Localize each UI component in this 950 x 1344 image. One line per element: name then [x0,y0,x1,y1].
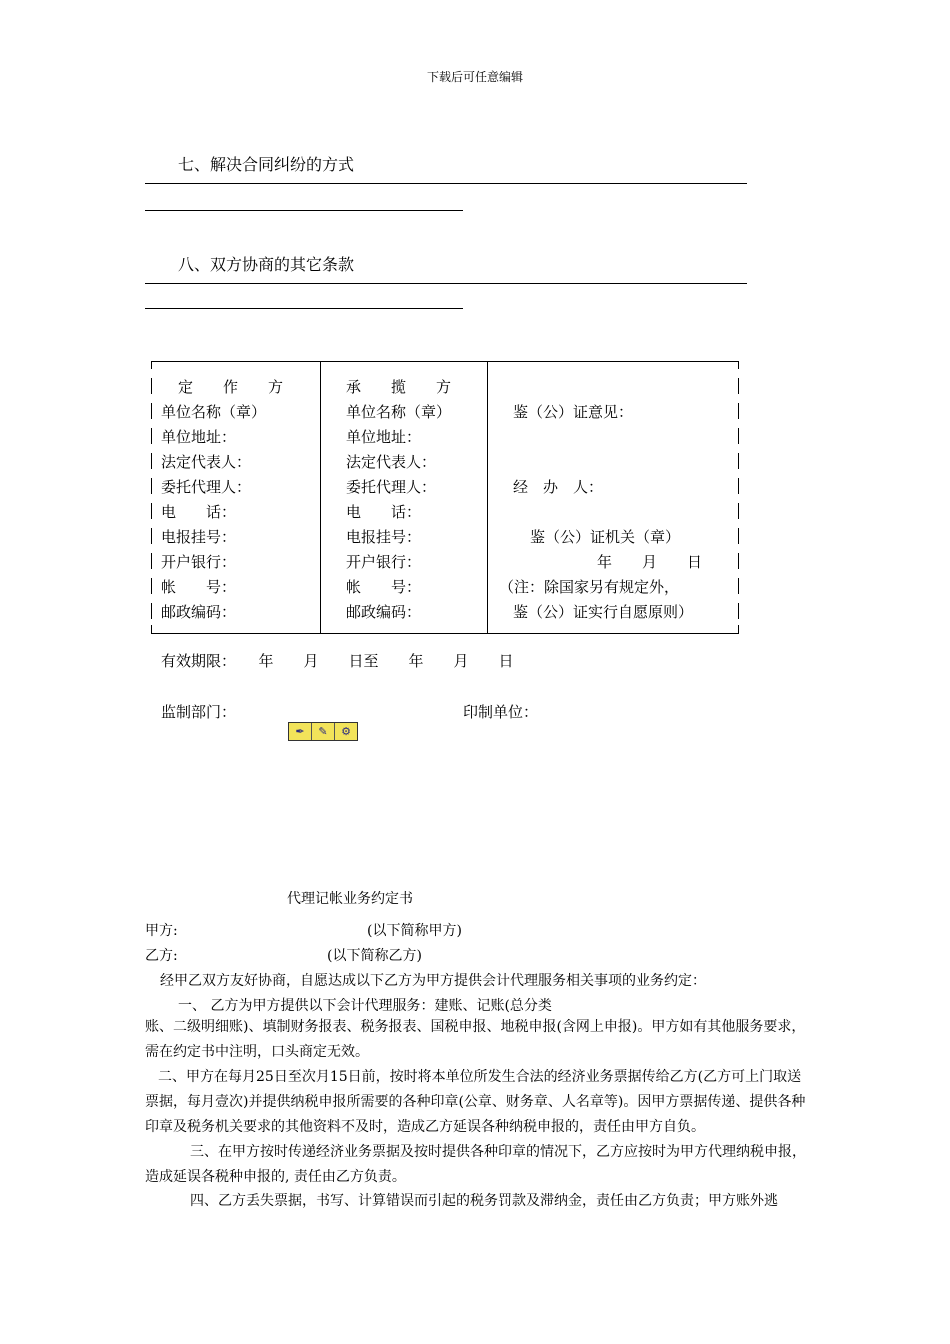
table-top-border [151,361,739,362]
item3: 三、在甲方按时传递经济业务票据及按时提供各种印章的情况下，乙方应按时为甲方代理纳税申报，造成延误各税种申报的, 责任由乙方负责。 [145,1144,806,1185]
undertaker-field: 电 话： [346,503,422,521]
pen-icon[interactable]: ✒ [289,723,312,740]
contractor-field: 电 话： [161,503,237,521]
section-8-heading: 八、双方协商的其它条款 [178,255,355,274]
notary-field: 鉴（公）证意见： [513,403,634,421]
supervisor-label: 监制部门： [161,703,237,721]
contractor-field: 单位地址： [161,428,237,446]
party-a-note: (以下简称甲方) [367,923,462,939]
undertaker-field: 单位地址： [346,428,422,446]
contractor-field: 开户银行： [161,553,237,571]
contractor-field: 邮政编码： [161,603,237,621]
undertaker-field: 承 揽 方 [346,378,452,396]
item4: 四、乙方丢失票据，书写、计算错误而引起的税务罚款及滞纳金，责任由乙方负责；甲方账外逃 [190,1193,778,1209]
validity-period: 有效期限： 年 月 日至 年 月 日 [161,652,514,670]
contractor-field: 电报挂号： [161,528,237,546]
item1-rest: 账、二级明细账)、填制财务报表、税务报表、国税申报、地税申报(含网上申报)。甲方如有其他服务要求，需在约定书中注明，口头商定无效。 [145,1019,806,1060]
section-7-heading: 七、解决合同纠纷的方式 [178,155,355,174]
notary-field: 鉴（公）证实行自愿原则） [513,603,694,621]
party-b-note: (以下简称乙方) [327,948,422,964]
tools-icon[interactable]: ✎ [312,723,335,740]
gear-icon[interactable]: ⚙ [335,723,357,740]
doc2-title: 代理记帐业务约定书 [287,891,413,907]
contractor-field: 帐 号： [161,578,237,596]
table-bottom-border [151,633,739,634]
notary-field: 鉴（公）证机关（章） [530,528,681,546]
notary-field: 年 月 日 [597,553,703,571]
doc2-intro: 经甲乙双方友好协商，自愿达成以下乙方为甲方提供会计代理服务相关事项的业务约定： [160,973,706,989]
undertaker-field: 法定代表人： [346,453,437,471]
contractor-field: 定 作 方 [178,378,284,396]
page-header: 下载后可任意编辑 [426,70,523,84]
item2: 二、甲方在每月25日至次月15日前，按时将本单位所发生合法的经济业务票据传给乙方(乙方可上门取送票据，每月壹次)并提供纳税申报所需要的各种印章(公章、财务章、人名章等)。因甲方票据传递、提供各种印章及税务机关要求的其他资料不及时，造成乙方延误各种纳税申报的，责任由甲方自负。 [145,1069,806,1135]
undertaker-field: 邮政编码： [346,603,422,621]
notary-field: 经 办 人： [513,478,604,496]
printer-label: 印制单位： [463,703,539,721]
fill-line [145,283,747,284]
undertaker-field: 帐 号： [346,578,422,596]
undertaker-field: 单位名称（章） [346,403,452,421]
undertaker-field: 委托代理人： [346,478,437,496]
fill-line [145,183,747,184]
notary-field: （注：除国家另有规定外， [499,578,680,596]
party-b-label: 乙方: [145,948,178,964]
fill-line [145,308,463,309]
fill-line [145,210,463,211]
item1-first-line: 一、 乙方为甲方提供以下会计代理服务：建账、记账(总分类 [178,998,552,1014]
toolbar-icons [288,722,358,741]
contractor-field: 单位名称（章） [161,403,267,421]
contractor-field: 委托代理人： [161,478,252,496]
party-a-label: 甲方: [145,923,178,939]
undertaker-field: 电报挂号： [346,528,422,546]
undertaker-field: 开户银行： [346,553,422,571]
contractor-field: 法定代表人： [161,453,252,471]
